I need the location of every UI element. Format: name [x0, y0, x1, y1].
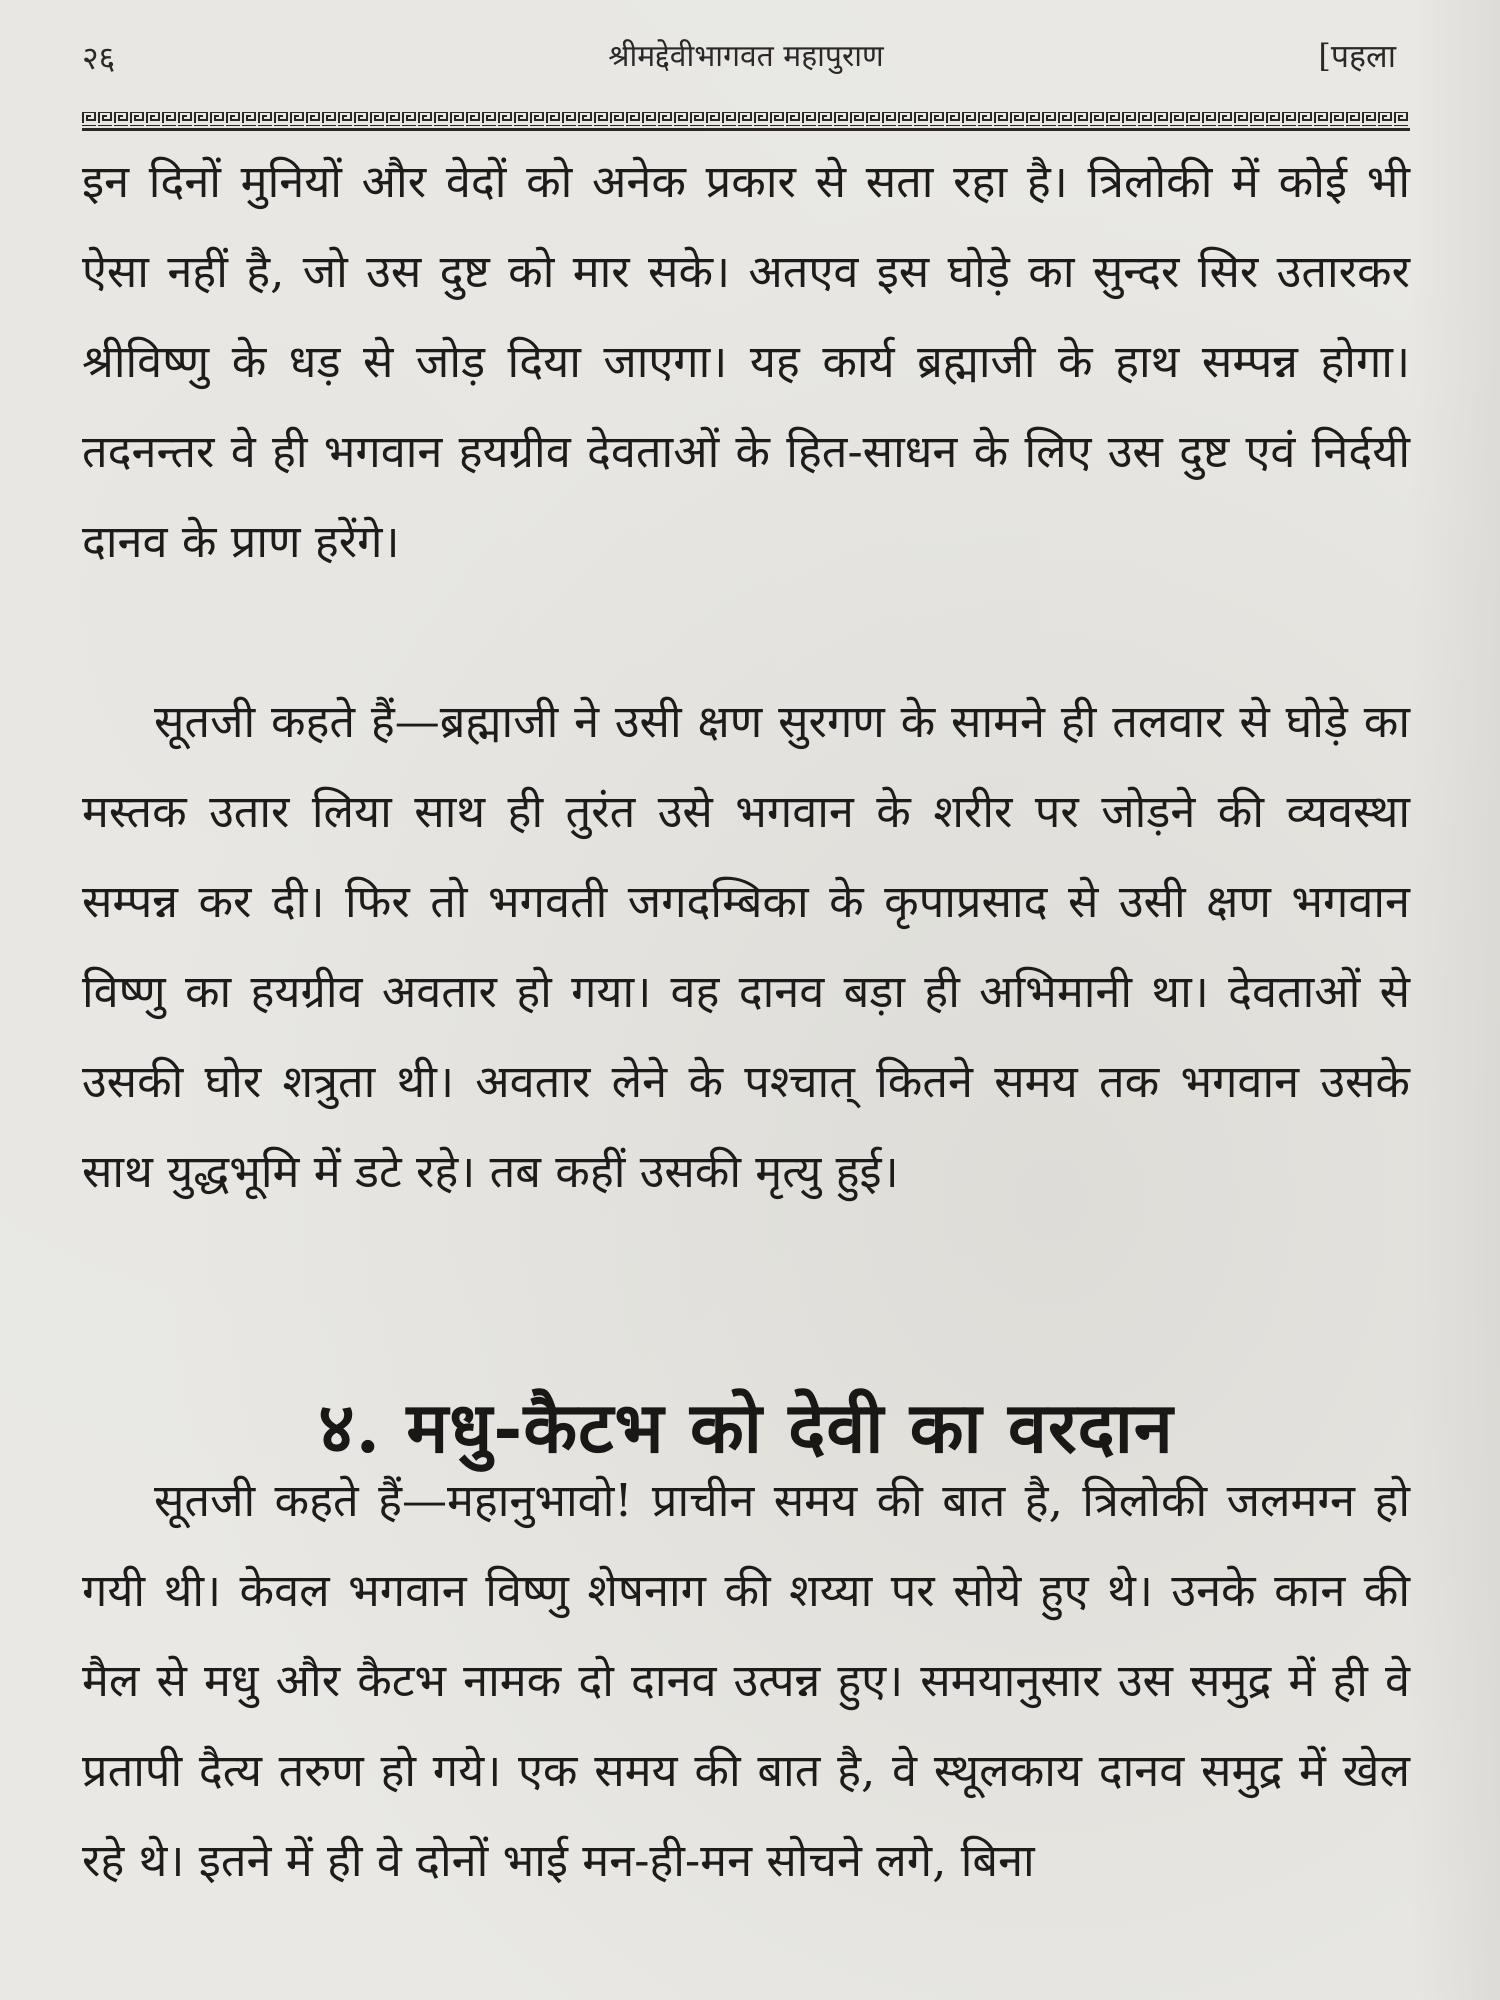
paragraph-madhu-kaitabha: [82, 1456, 1410, 1906]
paragraph-text: सूतजी कहते हैं—ब्रह्माजी ने उसी क्षण सुरगण के सामने ही तलवार से घोड़े का मस्तक उतार लिया साथ ही तुरंत उसे भगवान के शरीर पर जोड़ने की व्यवस्था सम्पन्न कर दी। फिर तो भगवती जगदम्बिका के कृपाप्रसाद से उसी क्षण भगवान विष्णु का हयग्रीव अवतार हो गया। वह दानव बड़ा ही अभिमानी था। देवताओं से उसकी घोर शत्रुता थी। अवतार लेने के पश्चात् कितने समय तक भगवान उसके साथ युद्धभूमि में डटे रहे। तब कहीं उसकी मृत्यु हुई।: [82, 695, 1410, 1198]
book-title: श्रीमद्देवीभागवत महापुराण: [608, 39, 884, 74]
running-head: [82, 28, 1410, 78]
paragraph-continued: [82, 137, 1410, 587]
page-number: २६: [82, 39, 116, 77]
paragraph-suta-hayagriva: [82, 677, 1410, 1217]
ornamental-border-rule: [82, 110, 1410, 132]
page-edge-shading: [1410, 0, 1500, 2000]
chapter-heading: ४. मधु-कैटभ को देवी का वरदान: [318, 1386, 1174, 1470]
paragraph-text: इन दिनों मुनियों और वेदों को अनेक प्रकार से सता रहा है। त्रिलोकी में कोई भी ऐसा नहीं है, जो उस दुष्ट को मार सके। अतएव इस घोड़े का सुन्दर सिर उतारकर श्रीविष्णु के धड़ से जोड़ दिया जाएगा। यह कार्य ब्रह्माजी के हाथ सम्पन्न होगा। तदनन्तर वे ही भगवान हयग्रीव देवताओं के हित-साधन के लिए उस दुष्ट एवं निर्दयी दानव के प्राण हरेंगे।: [82, 155, 1410, 568]
section-label: [पहला: [1318, 37, 1396, 75]
paragraph-text: सूतजी कहते हैं—महानुभावो! प्राचीन समय की बात है, त्रिलोकी जलमग्न हो गयी थी। केवल भगवान विष्णु शेषनाग की शय्या पर सोये हुए थे। उनके कान की मैल से मधु और कैटभ नामक दो दानव उत्पन्न हुए। समयानुसार उस समुद्र में ही वे प्रतापी दैत्य तरुण हो गये। एक समय की बात है, वे स्थूलकाय दानव समुद्र में खेल रहे थे। इतने में ही वे दोनों भाई मन-ही-मन सोचने लगे, बिना: [82, 1474, 1410, 1887]
